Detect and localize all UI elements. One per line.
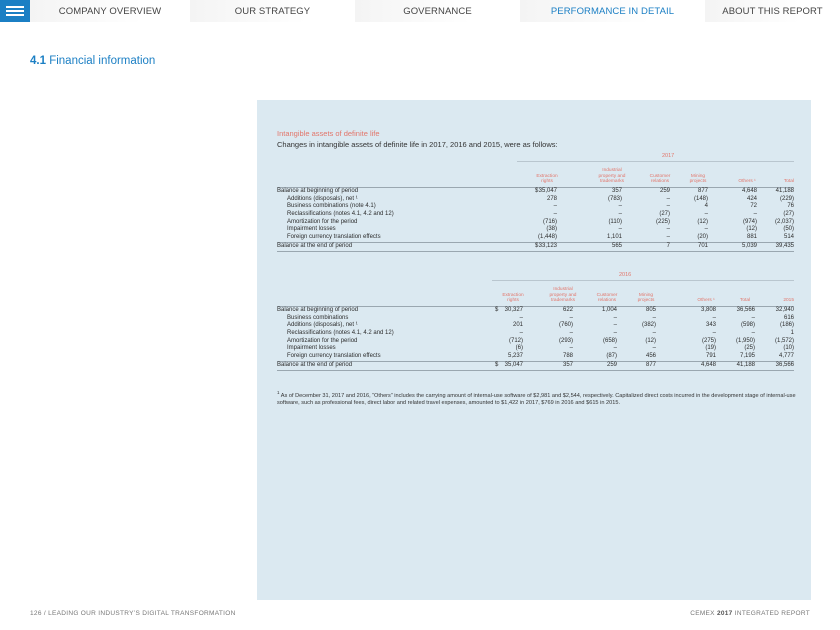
table-row — [277, 196, 794, 204]
table-row — [277, 353, 794, 361]
table-cell: (148) — [693, 195, 708, 202]
table-cell: 32,940 — [775, 307, 794, 313]
table-cell: 41,188 — [775, 188, 794, 194]
tab-label: GOVERNANCE — [403, 5, 472, 17]
table-cell: 259 — [659, 188, 670, 194]
table-cell: 701 — [697, 242, 708, 249]
footer-year: 2017 — [716, 610, 733, 617]
footnote-marker: 1 — [277, 390, 280, 395]
table-cell: (10) — [783, 345, 794, 352]
table-cell: 1,101 — [606, 234, 622, 241]
table-cell: 35,047 — [504, 361, 523, 368]
table-cell: (27) — [783, 211, 794, 218]
table-cell: (12) — [697, 218, 708, 225]
table-cell: 41,188 — [736, 361, 755, 368]
table-heading: Intangible assets of definite life — [277, 129, 380, 138]
table-row — [277, 315, 794, 323]
row-label: Balance at beginning of period — [277, 307, 359, 313]
table-cell: (598) — [740, 322, 755, 329]
table-cell: (712) — [508, 337, 523, 344]
tab-label: COMPANY OVERVIEW — [58, 5, 162, 17]
table-cell: (658) — [602, 337, 617, 344]
table-cell: (293) — [558, 337, 573, 344]
table-row — [277, 338, 794, 346]
table-cell: 7,195 — [739, 353, 755, 360]
table-2016 — [277, 271, 794, 371]
tab-label: OUR STRATEGY — [234, 5, 311, 17]
table-row — [277, 345, 794, 353]
table-cell: 5,237 — [507, 353, 523, 360]
row-label: Reclassifications (notes 4.1, 4.2 and 12) — [287, 211, 394, 218]
column-header: Industrial property and trademarks — [549, 287, 577, 304]
table-cell: 788 — [562, 353, 573, 360]
table-cell: 881 — [746, 234, 757, 241]
section-title-text: Financial information — [49, 55, 156, 67]
table-cell: 1,004 — [601, 307, 617, 313]
column-header: Extraction rights — [502, 292, 524, 304]
table-cell: – — [613, 345, 617, 352]
table-cell: (12) — [645, 337, 656, 344]
table-body — [277, 307, 794, 371]
row-label: Foreign currency translation effects — [287, 234, 381, 241]
table-cell: – — [666, 234, 670, 241]
table-cell: 33,123 — [538, 242, 557, 249]
year-label: 2017 — [662, 153, 675, 159]
column-headers — [277, 162, 794, 188]
row-label: Balance at beginning of period — [277, 188, 359, 194]
column-header: Total — [739, 298, 751, 304]
tab-about-this-report[interactable] — [705, 0, 840, 22]
table-cell: (27) — [659, 211, 670, 218]
table-cell: 357 — [611, 188, 622, 194]
table-cell: (1,950) — [735, 337, 755, 344]
table-cell: 877 — [697, 188, 708, 194]
column-header: Others ¹ — [697, 298, 715, 304]
table-cell: (1,572) — [774, 337, 794, 344]
table-cell: – — [618, 203, 622, 210]
year-header — [517, 152, 794, 162]
column-header: Mining projects — [689, 173, 707, 185]
table-cell: 805 — [645, 307, 656, 313]
footer-report-name: INTEGRATED REPORT — [732, 610, 810, 617]
footer-brand: CEMEX — [690, 610, 717, 617]
tab-governance[interactable] — [355, 0, 520, 22]
table-row — [277, 226, 794, 234]
table-cell: – — [618, 211, 622, 218]
table-cell: 7 — [666, 242, 670, 249]
page-title — [30, 55, 155, 67]
table-cell: – — [751, 314, 755, 321]
table-cell: – — [712, 314, 716, 321]
table-cell: (1,448) — [537, 234, 557, 241]
menu-icon[interactable] — [0, 0, 30, 22]
table-row — [277, 330, 794, 338]
row-label: Balance at the end of period — [277, 242, 353, 249]
table-cell: (382) — [641, 322, 656, 329]
table-cell: 36,566 — [775, 361, 794, 368]
table-cell: – — [753, 211, 757, 218]
column-header: Extraction rights — [536, 173, 558, 185]
table-cell: (25) — [744, 345, 755, 352]
table-cell: – — [704, 211, 708, 218]
row-label: Balance at the end of period — [277, 361, 353, 368]
table-row — [277, 322, 794, 330]
tab-performance-in-detail[interactable] — [520, 0, 705, 22]
column-header: Mining projects — [637, 292, 655, 304]
row-label: Business combinations (note 4.1) — [287, 203, 376, 210]
currency-symbol: $ — [495, 307, 499, 313]
table-cell: 201 — [512, 322, 523, 329]
column-header: 2015 — [783, 298, 794, 304]
table-cell: 424 — [746, 195, 757, 202]
table-cell: (716) — [542, 218, 557, 225]
table-cell: – — [652, 314, 656, 321]
table-cell: 3,808 — [700, 307, 716, 313]
table-cell: (87) — [606, 353, 617, 360]
table-cell: – — [652, 330, 656, 337]
table-cell: (20) — [697, 234, 708, 241]
table-description: Changes in intangible assets of definite life in 2017, 2016 and 2015, were as follows: — [277, 140, 558, 149]
table-cell: (783) — [607, 195, 622, 202]
footer-report-title — [690, 610, 810, 617]
table-cell: – — [569, 314, 573, 321]
table-cell: (974) — [742, 218, 757, 225]
table-cell: 357 — [562, 361, 573, 368]
column-header: Customer relations — [596, 292, 618, 304]
table-cell: (225) — [655, 218, 670, 225]
footnote — [277, 389, 797, 407]
table-cell: 259 — [606, 361, 617, 368]
row-label: Additions (disposals), net ¹ — [287, 195, 358, 202]
table-cell: – — [519, 314, 523, 321]
table-cell: 456 — [645, 353, 656, 360]
table-cell: 616 — [783, 314, 794, 321]
table-cell: – — [618, 226, 622, 233]
currency-symbol: $ — [535, 188, 539, 194]
tab-company-overview[interactable] — [30, 0, 190, 22]
table-row — [277, 307, 794, 315]
tab-label: PERFORMANCE IN DETAIL — [550, 5, 675, 17]
table-body — [277, 188, 794, 252]
table-cell: 35,047 — [538, 188, 557, 194]
currency-symbol: $ — [495, 361, 499, 368]
table-cell: – — [553, 211, 557, 218]
table-cell: 514 — [783, 234, 794, 241]
table-cell: 622 — [562, 307, 573, 313]
table-row — [277, 203, 794, 211]
column-header: Industrial property and trademarks — [598, 168, 626, 185]
table-cell: – — [652, 345, 656, 352]
table-cell: (38) — [546, 226, 557, 233]
table-cell: 36,566 — [736, 307, 755, 313]
row-label: Amortization for the period — [287, 337, 358, 344]
row-label: Reclassifications (notes 4.1, 4.2 and 12) — [287, 330, 394, 337]
table-cell: – — [613, 330, 617, 337]
table-cell: (110) — [608, 218, 622, 225]
table-cell: (19) — [705, 345, 716, 352]
row-label: Amortization for the period — [287, 218, 358, 225]
section-number: 4.1 — [30, 55, 46, 67]
table-cell: (12) — [746, 226, 757, 233]
table-row — [277, 361, 794, 371]
row-label: Additions (disposals), net ¹ — [287, 322, 358, 329]
table-cell: (229) — [779, 195, 794, 202]
footnote-text: As of December 31, 2017 and 2016, “Others” includes the carrying amount of internal-use software of $2,981 and $2,544, respectively. Capitalized direct costs incurred in the development stage of internal-use software, such as professional fees, direct labor and related travel expenses, amounted to $1,422 in 2017, $769 in 2016 and $615 in 2015. — [277, 392, 796, 407]
table-row — [277, 211, 794, 219]
column-headers — [277, 281, 794, 307]
table-cell: 278 — [546, 195, 557, 202]
table-cell: – — [751, 330, 755, 337]
table-cell: (186) — [779, 322, 794, 329]
table-cell: (6) — [515, 345, 523, 352]
table-row — [277, 234, 794, 242]
year-header — [492, 271, 794, 281]
table-2017 — [277, 152, 794, 252]
table-cell: (50) — [783, 226, 794, 233]
table-cell: 4,777 — [778, 353, 794, 360]
table-cell: – — [519, 330, 523, 337]
table-cell: – — [569, 330, 573, 337]
footer-page-label: 126 / LEADING OUR INDUSTRY’S DIGITAL TRANSFORMATION — [30, 610, 236, 617]
table-cell: 4,648 — [741, 188, 757, 194]
table-cell: (275) — [701, 337, 716, 344]
tab-our-strategy[interactable] — [190, 0, 355, 22]
table-cell: 791 — [705, 353, 716, 360]
table-cell: 30,327 — [504, 307, 523, 313]
currency-symbol: $ — [535, 242, 539, 249]
table-row — [277, 219, 794, 227]
row-label: Impairment losses — [287, 345, 336, 352]
table-cell: – — [666, 195, 670, 202]
table-cell: (2,037) — [774, 218, 794, 225]
table-cell: 4,648 — [700, 361, 716, 368]
table-row — [277, 242, 794, 252]
table-row — [277, 188, 794, 196]
table-cell: – — [553, 203, 557, 210]
table-cell: (760) — [558, 322, 573, 329]
table-cell: – — [712, 330, 716, 337]
table-cell: 39,435 — [775, 242, 794, 249]
row-label: Impairment losses — [287, 226, 336, 233]
table-cell: – — [569, 345, 573, 352]
year-label: 2016 — [619, 272, 632, 278]
table-cell: – — [613, 322, 617, 329]
row-label: Foreign currency translation effects — [287, 353, 381, 360]
table-cell: 76 — [787, 203, 794, 210]
table-cell: – — [704, 226, 708, 233]
table-cell: 72 — [750, 203, 757, 210]
table-cell: 877 — [645, 361, 656, 368]
top-nav — [0, 0, 840, 22]
table-cell: 5,039 — [741, 242, 757, 249]
table-cell: – — [613, 314, 617, 321]
table-cell: – — [666, 203, 670, 210]
tab-label: ABOUT THIS REPORT — [722, 5, 823, 17]
table-cell: 4 — [704, 203, 708, 210]
row-label: Business combinations — [287, 314, 349, 321]
table-cell: 343 — [705, 322, 716, 329]
column-header: Others ¹ — [738, 179, 756, 185]
table-cell: 1 — [790, 330, 794, 337]
column-header: Customer relations — [649, 173, 671, 185]
column-header: Total — [783, 179, 794, 185]
table-cell: 565 — [611, 242, 622, 249]
table-cell: – — [666, 226, 670, 233]
